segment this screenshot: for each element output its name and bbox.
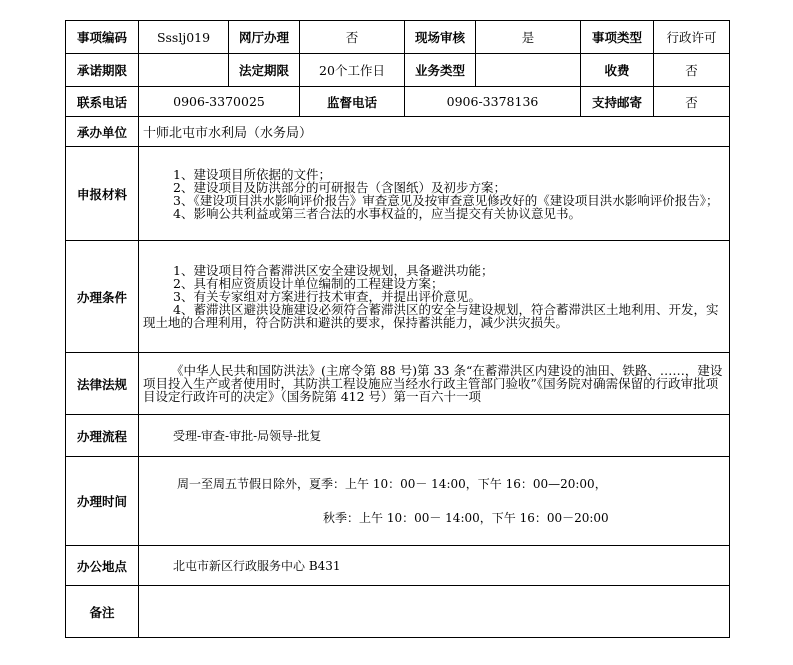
type-label: 事项类型	[581, 21, 654, 54]
note-label: 备注	[66, 586, 139, 638]
hours-autumn: 秋季：上午 10：00－ 14:00，下午 16：00－20:00	[323, 511, 609, 525]
mail-label: 支持邮寄	[581, 87, 654, 117]
materials-line: 4、影响公共利益或第三者合法的水事权益的，应当提交有关协议意见书。	[173, 205, 581, 221]
location-value: 北屯市新区行政服务中心 B431	[139, 546, 730, 586]
row-law	[66, 353, 730, 415]
dept-label: 承办单位	[66, 117, 139, 147]
legal-label: 法定期限	[229, 54, 300, 87]
phone-value: 0906-3370025	[139, 87, 300, 117]
hours-summer: 周一至周五节假日除外，夏季：上午 10：00－ 14:00，下午 16：00—20:00，	[177, 477, 607, 491]
hall-value: 否	[300, 21, 405, 54]
row-note	[66, 586, 730, 638]
row-process	[66, 415, 730, 457]
row-basic-3	[66, 87, 730, 117]
mail-value: 否	[654, 87, 730, 117]
hours-label: 办理时间	[66, 457, 139, 546]
materials-line: 3、《建设项目洪水影响评价报告》审查意见及按审查意见修改好的《建设项目洪水影响评价报告》；	[173, 192, 719, 208]
code-value: Ssslj019	[139, 21, 229, 54]
conditions-label: 办理条件	[66, 241, 139, 353]
conditions-line: 1、建设项目符合蓄滞洪区安全建设规划，具备避洪功能；	[173, 263, 494, 278]
fee-value: 否	[654, 54, 730, 87]
super-value: 0906-3378136	[405, 87, 581, 117]
materials-line: 1、建设项目所依据的文件；	[173, 166, 331, 182]
materials-label: 申报材料	[66, 147, 139, 241]
note-value	[139, 586, 730, 638]
row-conditions	[66, 241, 730, 353]
law-content: 《中华人民共和国防洪法》(主席令第 88 号)第 33 条“在蓄滞洪区内建设的油田、铁路、……，建设项目投入生产或者使用时，其防洪工程设施应当经水行政主管部门验收”《国务院对确需保留的行政审批项目设定行政许可的决定》（国务院第 412 号）第一百六十一项	[139, 353, 730, 415]
service-info-table	[65, 20, 730, 638]
phone-label: 联系电话	[66, 87, 139, 117]
row-materials	[66, 147, 730, 241]
onsite-label: 现场审核	[405, 21, 476, 54]
row-basic-2	[66, 54, 730, 87]
dept-value: 十师北屯市水利局（水务局）	[139, 117, 730, 147]
biz-label: 业务类型	[405, 54, 476, 87]
conditions-line: 4、蓄滞洪区避洪设施建设必须符合蓄滞洪区的安全与建设规划，符合蓄滞洪区土地利用、开发，实现土地的合理利用，符合防洪和避洪的要求，保持蓄洪能力，减少洪灾损失。	[143, 302, 719, 330]
promise-value	[139, 54, 229, 87]
biz-value	[476, 54, 581, 87]
row-dept	[66, 117, 730, 147]
conditions-line: 2、具有相应资质设计单位编制的工程建设方案；	[173, 276, 444, 291]
legal-value: 20个工作日	[300, 54, 405, 87]
hours-content	[139, 457, 730, 546]
fee-label: 收费	[581, 54, 654, 87]
conditions-line: 3、有关专家组对方案进行技术审查，并提出评价意见。	[173, 289, 481, 304]
process-label: 办理流程	[66, 415, 139, 457]
onsite-value: 是	[476, 21, 581, 54]
promise-label: 承诺期限	[66, 54, 139, 87]
hall-label: 网厅办理	[229, 21, 300, 54]
law-label: 法律法规	[66, 353, 139, 415]
type-value: 行政许可	[654, 21, 730, 54]
row-location	[66, 546, 730, 586]
materials-line: 2、建设项目及防洪部分的可研报告（含图纸）及初步方案；	[173, 179, 506, 195]
row-hours	[66, 457, 730, 546]
row-basic-1	[66, 21, 730, 54]
code-label: 事项编码	[66, 21, 139, 54]
location-label: 办公地点	[66, 546, 139, 586]
conditions-content	[139, 241, 730, 353]
materials-content	[139, 147, 730, 241]
super-label: 监督电话	[300, 87, 405, 117]
process-value: 受理-审查-审批-局领导-批复	[139, 415, 730, 457]
